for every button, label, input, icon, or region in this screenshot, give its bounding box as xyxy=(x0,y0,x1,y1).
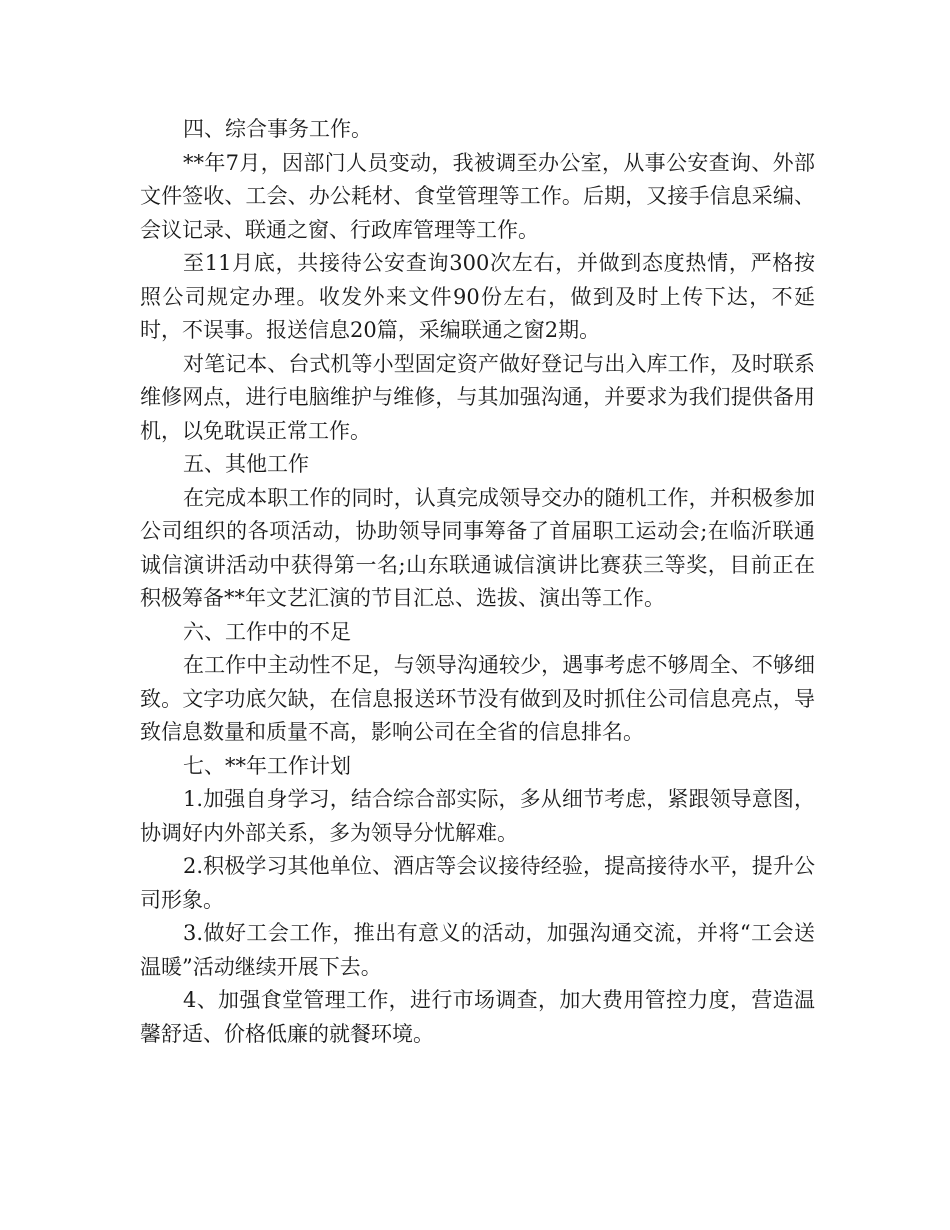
plan-item-4: 4、加强食堂管理工作，进行市场调查，加大费用管控力度，营造温馨舒适、价格低廉的就餐环境。 xyxy=(140,988,815,1046)
plan-item-1: 1.加强自身学习，结合综合部实际，多从细节考虑，紧跟领导意图，协调好内外部关系，多为领导分忧解难。 xyxy=(140,787,815,845)
plan-item-3: 3.做好工会工作，推出有意义的活动，加强沟通交流，并将“工会送温暖”活动继续开展下去。 xyxy=(140,921,815,979)
paragraph-shortcomings: 在工作中主动性不足，与领导沟通较少，遇事考虑不够周全、不够细致。文字功底欠缺，在信息报送环节没有做到及时抓住公司信息亮点，导致信息数量和质量不高，影响公司在全省的信息排名。 xyxy=(140,653,815,744)
section-heading-other-work: 五、其他工作 xyxy=(183,452,309,476)
section-heading-general-affairs: 四、综合事务工作。 xyxy=(183,117,372,141)
paragraph-other-work: 在完成本职工作的同时，认真完成领导交办的随机工作，并积极参加公司组织的各项活动，协助领导同事筹备了首届职工运动会;在临沂联通诚信演讲活动中获得第一名;山东联通诚信演讲比赛获三等奖，目前正在积极筹备**年文艺汇演的节目汇总、选拔、演出等工作。 xyxy=(140,485,815,610)
plan-item-2: 2.积极学习其他单位、酒店等会议接待经验，提高接待水平，提升公司形象。 xyxy=(140,854,815,912)
document-page xyxy=(140,113,815,1051)
paragraph-job-transfer: **年7月，因部门人员变动，我被调至办公室，从事公安查询、外部文件签收、工会、办公耗材、食堂管理等工作。后期，又接手信息采编、会议记录、联通之窗、行政库管理等工作。 xyxy=(140,150,815,242)
paragraph-work-statistics: 至11月底，共接待公安查询300次左右，并做到态度热情，严格按照公司规定办理。收发外来文件90份左右，做到及时上传下达，不延时，不误事。报送信息20篇，采编联通之窗2期。 xyxy=(140,251,815,342)
section-heading-work-plan: 七、**年工作计划 xyxy=(183,753,351,778)
paragraph-asset-management: 对笔记本、台式机等小型固定资产做好登记与出入库工作，及时联系维修网点，进行电脑维护与维修，与其加强沟通，并要求为我们提供备用机，以免耽误正常工作。 xyxy=(140,351,815,443)
section-heading-shortcomings: 六、工作中的不足 xyxy=(183,619,351,644)
